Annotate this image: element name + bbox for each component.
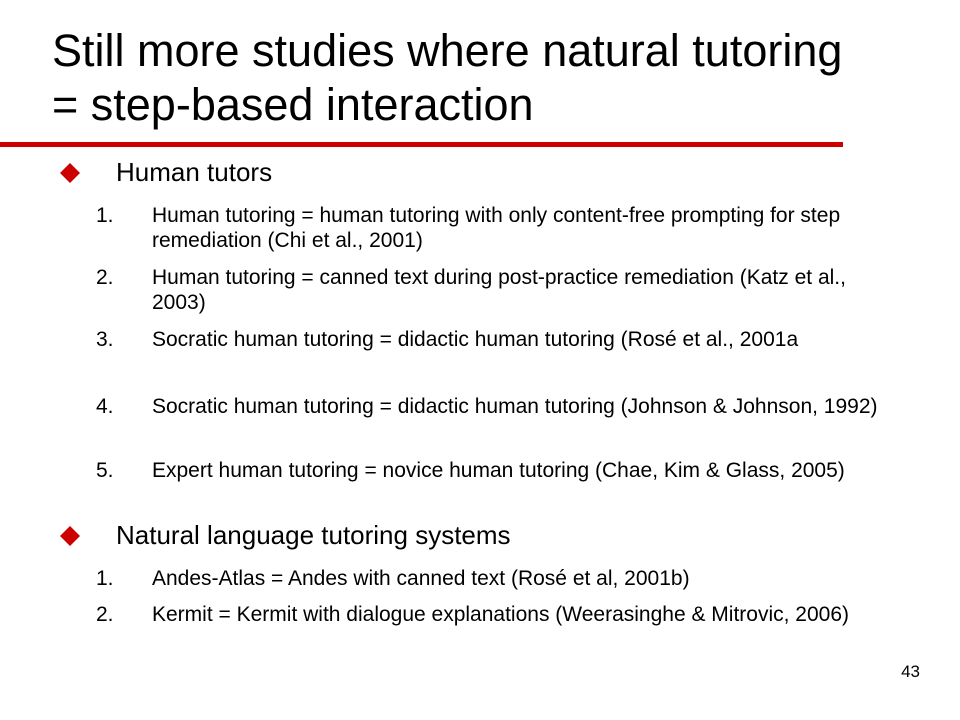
list-item-text: Socratic human tutoring = didactic human tutoring (Rosé et al., 2001a — [152, 328, 799, 351]
list-item-number: 2. — [96, 603, 114, 626]
diamond-icon — [60, 526, 80, 546]
section-heading-label: Human tutors — [116, 157, 273, 187]
list-item-number: 2. — [96, 266, 114, 289]
list-item-number: 1. — [96, 204, 114, 227]
page-number: 43 — [901, 662, 920, 681]
list-item-number: 5. — [96, 459, 114, 482]
section-heading-label: Natural language tutoring systems — [116, 520, 511, 550]
list-item-text: Socratic human tutoring = didactic human tutoring (Johnson & Johnson, 1992) — [152, 395, 878, 418]
list-item-number: 4. — [96, 395, 114, 418]
list-item-text: Human tutoring = canned text during post-practice remediation (Katz et al., 2003) — [152, 266, 846, 314]
list-item-number: 1. — [96, 567, 114, 590]
title-underline — [0, 142, 843, 147]
list-item-text: Expert human tutoring = novice human tutoring (Chae, Kim & Glass, 2005) — [152, 459, 845, 482]
slide-title: Still more studies where natural tutoring = step-based interaction — [52, 25, 843, 130]
list-item-number: 3. — [96, 328, 114, 351]
list-item-text: Kermit = Kermit with dialogue explanations (Weerasinghe & Mitrovic, 2006) — [152, 603, 850, 626]
list-item-text: Andes-Atlas = Andes with canned text (Rosé et al, 2001b) — [152, 567, 690, 590]
list-item-text: Human tutoring = human tutoring with only content-free prompting for step remediation (Chi et al., 2001) — [152, 204, 841, 252]
diamond-icon — [60, 163, 80, 183]
